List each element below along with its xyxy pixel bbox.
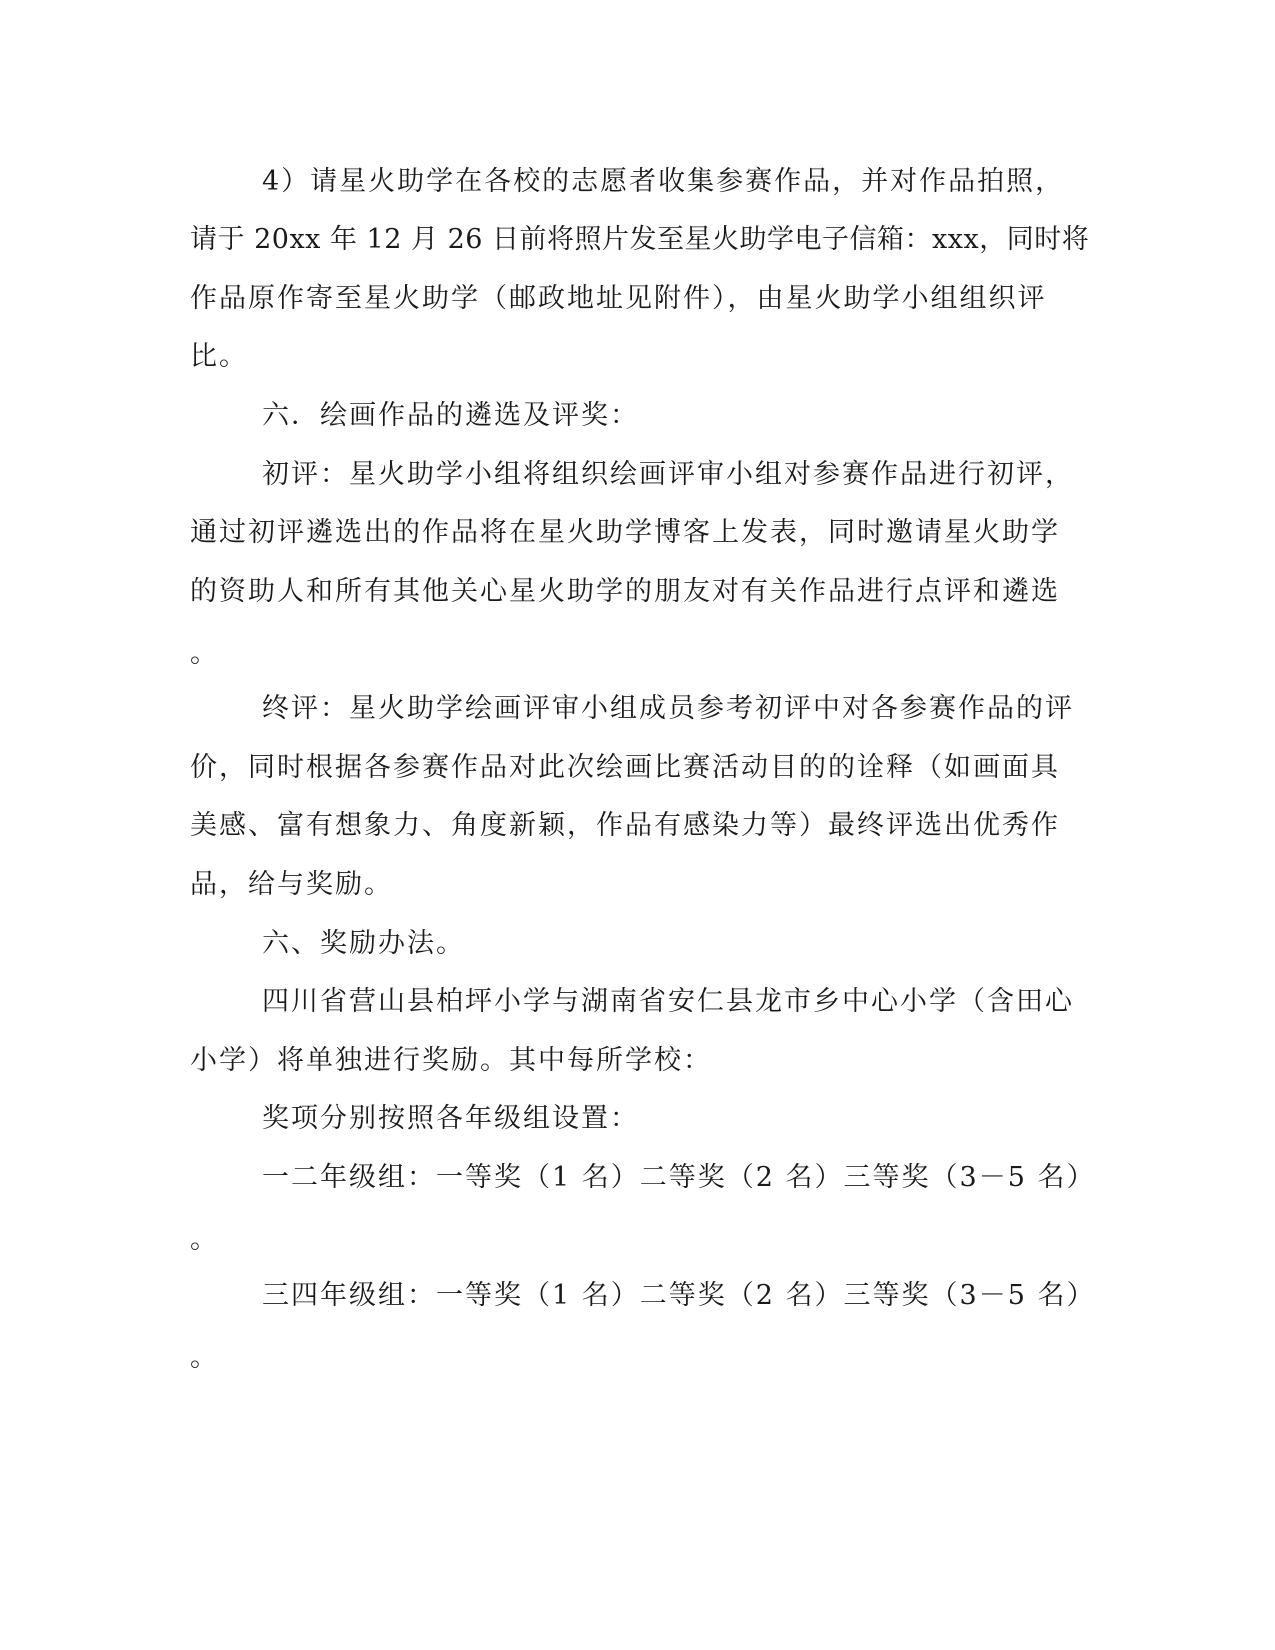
- paragraph-line: 美感、富有想象力、角度新颖，作品有感染力等）最终评选出优秀作: [190, 810, 1060, 841]
- paragraph-line: 四川省营山县柏坪小学与湖南省安仁县龙市乡中心小学（含田心: [262, 986, 1074, 1017]
- section-heading: 六．绘画作品的遴选及评奖：: [262, 400, 639, 431]
- paragraph-line: 4）请星火助学在各校的志愿者收集参赛作品，并对作品拍照，: [262, 166, 1065, 197]
- paragraph-line: 的资助人和所有其他关心星火助学的朋友对有关作品进行点评和遴选: [190, 576, 1060, 607]
- paragraph-line: 初评：星火助学小组将组织绘画评审小组对参赛作品进行初评，: [262, 459, 1074, 490]
- paragraph-line: 通过初评遴选出的作品将在星火助学博客上发表，同时邀请星火助学: [190, 517, 1060, 548]
- award-line: 一二年级组：一等奖（1 名）二等奖（2 名）三等奖（3－5 名）: [262, 1162, 1096, 1193]
- paragraph-line: 品，给与奖励。: [190, 869, 393, 900]
- paragraph-line: 。: [190, 1342, 219, 1373]
- paragraph-line: 终评：星火助学绘画评审小组成员参考初评中对各参赛作品的评: [262, 693, 1074, 724]
- award-line: 三四年级组：一等奖（1 名）二等奖（2 名）三等奖（3－5 名）: [262, 1280, 1096, 1311]
- paragraph-line: 。: [190, 638, 219, 669]
- paragraph-line: 价，同时根据各参赛作品对此次绘画比赛活动目的的诠释（如画面具: [190, 752, 1060, 783]
- paragraph-line: 请于 20xx 年 12 月 26 日前将照片发至星火助学电子信箱：xxx，同时将: [190, 224, 1090, 255]
- paragraph-line: 比。: [190, 341, 248, 372]
- paragraph-line: 奖项分别按照各年级组设置：: [262, 1103, 639, 1134]
- paragraph-line: 小学）将单独进行奖励。其中每所学校：: [190, 1045, 712, 1076]
- paragraph-line: 。: [190, 1224, 219, 1255]
- section-heading: 六、奖励办法。: [262, 928, 465, 959]
- paragraph-line: 作品原作寄至星火助学（邮政地址见附件），由星火助学小组组织评: [190, 283, 1047, 314]
